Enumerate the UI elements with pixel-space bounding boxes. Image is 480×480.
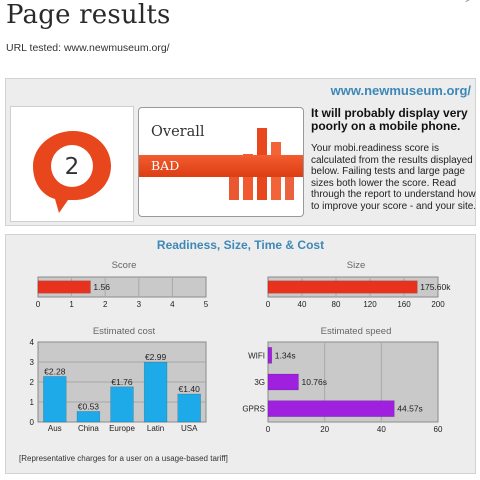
site-link[interactable]: www.newmuseum.org/ <box>330 83 471 98</box>
page-title: Page results <box>6 0 171 30</box>
speed-value-label: 10.76s <box>301 377 328 387</box>
size-bar <box>268 281 417 293</box>
speed-tick-label: 60 <box>433 425 443 434</box>
speed-value-label: 1.34s <box>274 350 296 361</box>
score-tick-label: 1 <box>69 300 74 309</box>
speech-bubble-icon <box>11 107 135 223</box>
cost-tick-label: 3 <box>29 358 34 367</box>
cost-bar <box>144 362 167 422</box>
cost-tick-label: 0 <box>29 418 34 427</box>
speed-chart-title: Estimated speed <box>320 326 392 337</box>
cost-category-label: Europe <box>109 424 135 433</box>
overall-label: Overall <box>151 124 205 140</box>
url-tested: URL tested: www.newmuseum.org/ <box>6 42 170 54</box>
rating-band <box>139 155 303 177</box>
speed-bar <box>268 347 272 363</box>
size-tick-label: 80 <box>331 300 341 309</box>
score-tick-label: 0 <box>35 300 41 309</box>
cost-tick-label: 1 <box>29 398 34 407</box>
score-value: 2 <box>64 154 80 180</box>
cost-bar <box>178 394 201 422</box>
headline: It will probably display very poorly on a mobile phone. <box>311 106 468 133</box>
speed-tick-label: 20 <box>320 425 330 434</box>
size-tick-label: 0 <box>265 300 271 309</box>
cost-value-label: €0.53 <box>77 401 100 412</box>
speed-bar <box>268 374 298 390</box>
size-value-label: 175.60k <box>420 282 451 292</box>
cost-bar <box>43 376 66 422</box>
size-tick-label: 200 <box>431 300 445 309</box>
size-chart <box>240 271 476 327</box>
stats-panel <box>5 234 476 474</box>
speed-category-label: GPRS <box>242 404 265 414</box>
score-value-label: 1.56 <box>93 282 110 292</box>
size-tick-label: 40 <box>297 300 307 309</box>
cost-bar <box>77 411 100 422</box>
score-chart <box>6 271 236 327</box>
score-tick-label: 4 <box>170 300 175 309</box>
cost-value-label: €2.28 <box>44 366 66 377</box>
stats-title: Readiness, Size, Time & Cost <box>156 238 325 252</box>
cost-category-label: China <box>77 424 99 433</box>
speed-chart <box>240 337 476 437</box>
rating-label: BAD <box>151 158 180 173</box>
corner-mark <box>466 0 471 4</box>
speed-value-label: 44.57s <box>397 403 423 414</box>
size-tick-label: 120 <box>363 300 377 309</box>
overall-box <box>138 107 304 217</box>
speed-tick-label: 40 <box>376 425 386 434</box>
cost-value-label: €1.76 <box>111 376 133 387</box>
score-tick-label: 5 <box>203 300 209 309</box>
score-chart-title: Score <box>111 260 137 271</box>
cost-category-label: USA <box>180 424 198 433</box>
cost-value-label: €2.99 <box>144 352 167 363</box>
cost-chart <box>6 337 236 437</box>
cost-tick-label: 4 <box>29 338 34 347</box>
cost-chart-title: Estimated cost <box>92 326 156 337</box>
cost-bar <box>111 387 134 422</box>
summary-panel <box>5 78 476 226</box>
cost-tick-label: 2 <box>29 378 34 387</box>
score-tick-label: 3 <box>136 300 142 309</box>
explanation: Your mobi.readiness score is calculated from the results displayed below. Failing tests and large page sizes both lower the score. Read through the report to understand how to improve your score - and your site. <box>311 143 477 212</box>
speed-category-label: WIFI <box>248 351 265 361</box>
cost-category-label: Latin <box>146 424 165 433</box>
speed-bar <box>268 401 394 417</box>
speed-category-label: 3G <box>254 378 265 387</box>
score-box <box>10 106 134 222</box>
score-tick-label: 2 <box>102 300 108 309</box>
score-bar <box>38 281 90 293</box>
cost-value-label: €1.40 <box>178 384 200 394</box>
speed-tick-label: 0 <box>265 425 271 434</box>
cost-category-label: Aus <box>47 424 62 433</box>
footnote: [Representative charges for a user on a usage-based tariff] <box>19 454 228 463</box>
size-tick-label: 160 <box>397 300 411 309</box>
size-chart-title: Size <box>346 260 366 271</box>
